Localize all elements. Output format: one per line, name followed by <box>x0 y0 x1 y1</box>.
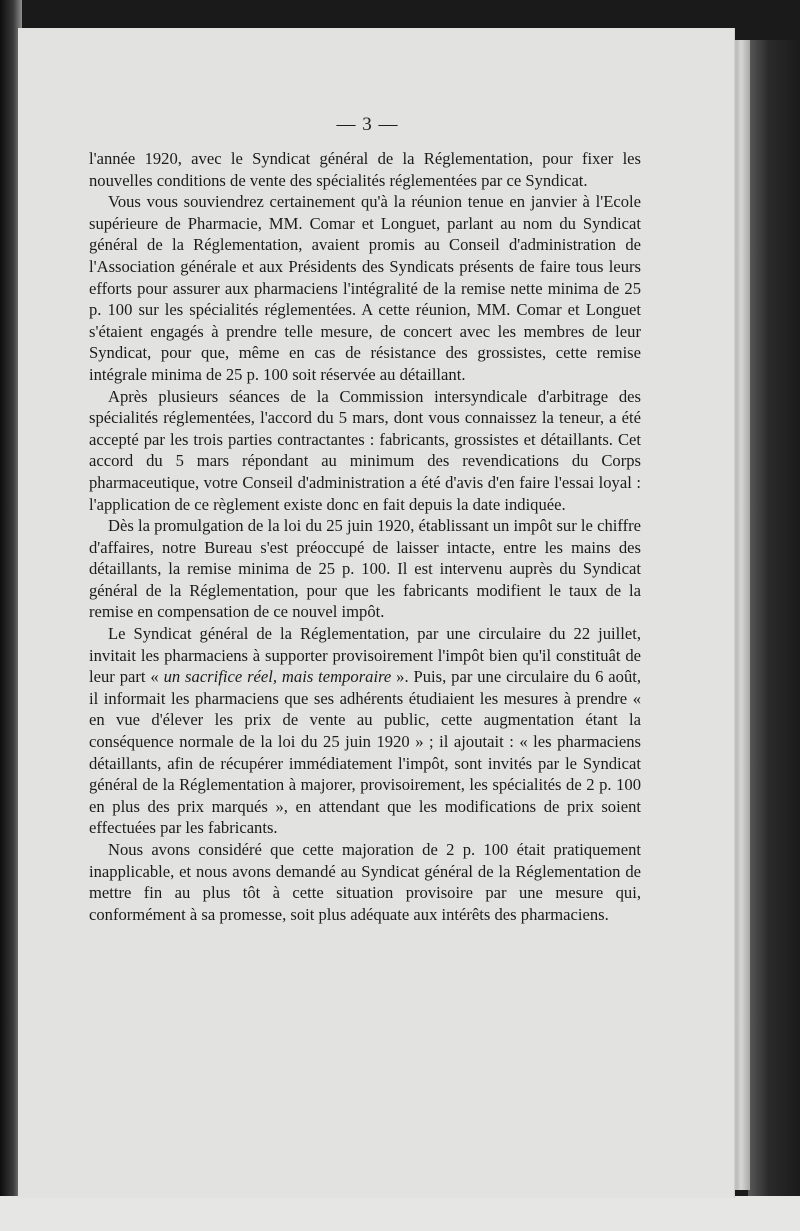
paragraph-text: ». Puis, par une circulaire du 6 août, il informait les pharmaciens que ses adhérents étudiaient les mesures à prendre « en vue d'élever les prix de vente au public, cette augmentation étant la conséquence normale de la loi du 25 juin 1920 » ; il ajoutait : « les pharmaciens détaillants, afin de récupérer immédiatement l'impôt, sont invités par le Syndicat général de la Réglementation à majorer, provisoirement, les spécialités de 2 p. 100 en plus des prix marqués », en attendant que les modifications de prix soient effectuées par les fabricants. <box>89 667 641 838</box>
paragraph-6 <box>89 839 641 925</box>
paragraph-text: Après plusieurs séances de la Commission intersyndicale d'arbitrage des spécialités réglementées, l'accord du 5 mars, dont vous connaissez la teneur, a été accepté par les trois parties contractantes : fabricants, grossistes et détaillants. Cet accord du 5 mars répondant au minimum des revendications du Corps pharmaceutique, votre Conseil d'administration a été d'avis d'en faire l'essai loyal : l'application de ce règlement existe donc en fait depuis la date indiquée. <box>89 386 641 514</box>
paragraph-text: Nous avons considéré que cette majoration de 2 p. 100 était pratiquement inapplicable, et nous avons demandé au Syndicat général de la Réglementation de mettre fin au plus tôt à cette situation provisoire par une mesure qui, conformément à sa promesse, soit plus adéquate aux intérêts des pharmaciens. <box>89 840 641 924</box>
paragraph-5 <box>89 623 641 839</box>
quoted-phrase-italic: un sacrifice réel, mais temporaire <box>163 667 392 687</box>
paragraph-3 <box>89 386 641 516</box>
book-edge-shadow <box>748 40 800 1231</box>
paragraph-1 <box>89 148 641 191</box>
paragraph-text: Dès la promulgation de la loi du 25 juin 1920, établissant un impôt sur le chiffre d'affaires, notre Bureau s'est préoccupé de laisser intacte, entre les mains des détaillants, la remise minima de 25 p. 100. Il est intervenu auprès du Syndicat général de la Réglementation, pour que les fabricants modifient le taux de la remise en compensation de ce nouvel impôt. <box>89 516 641 622</box>
body-text <box>89 148 641 925</box>
paragraph-text: l'année 1920, avec le Syndicat général de la Réglementation, pour fixer les nouvelles conditions de vente des spécialités réglementées par ce Syndicat. <box>89 149 641 190</box>
paragraph-2 <box>89 191 641 385</box>
paragraph-text: Vous vous souviendrez certainement qu'à la réunion tenue en janvier à l'Ecole supérieure de Pharmacie, MM. Comar et Longuet, parlant au nom du Syndicat général de la Réglementation, avaient promis au Conseil d'administration de l'Association générale et aux Présidents des Syndicats présents de faire tous leurs efforts pour assurer aux pharmaciens l'intégralité de la remise nette minima de 25 p. 100 sur les spécialités réglementées. A cette réunion, MM. Comar et Longuet s'étaient engagés à prendre telle mesure, de concert avec les membres de leur Syndicat, pour que, même en cas de résistance des grossistes, cette remise intégrale minima de 25 p. 100 soit réservée au détaillant. <box>89 192 641 384</box>
page-number: — 3 — <box>336 114 399 135</box>
paragraph-4 <box>89 515 641 623</box>
scan-bottom-margin <box>0 1196 800 1231</box>
paragraph-text: Le Syndicat général de la Réglementation, par une circulaire du 22 juillet, invitait les pharmaciens à supporter provisoirement l'impôt bien qu'il constituât de leur part « <box>89 624 641 687</box>
